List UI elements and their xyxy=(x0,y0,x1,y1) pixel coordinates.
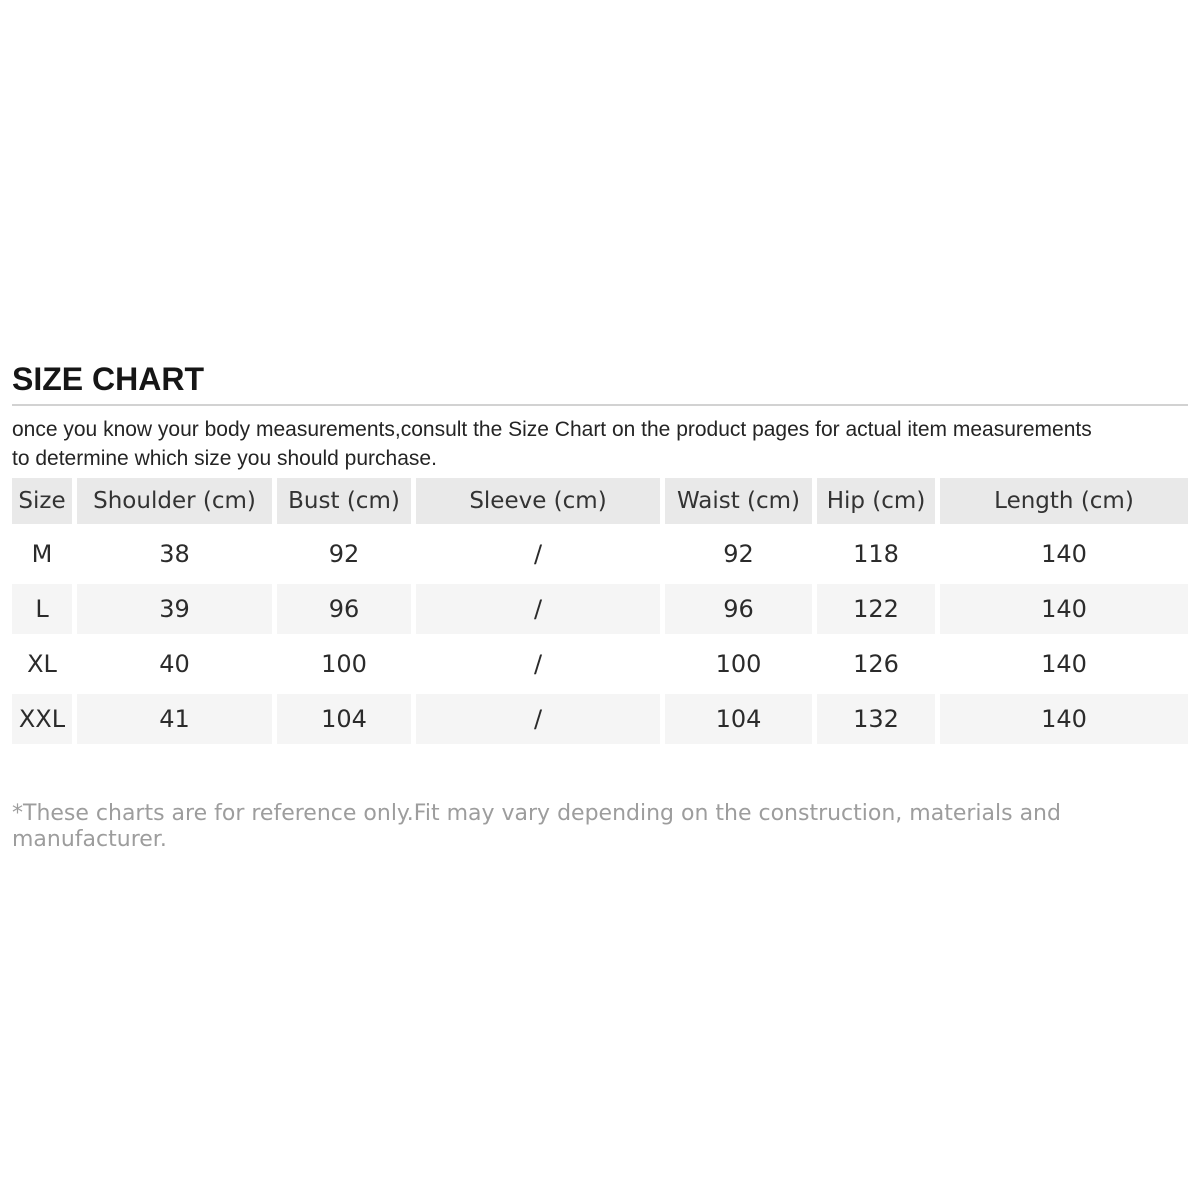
table-row-m xyxy=(12,529,1188,579)
value-cell: 96 xyxy=(277,584,411,634)
page-title: SIZE CHART xyxy=(12,361,204,397)
size-table xyxy=(7,473,1193,749)
value-cell: 96 xyxy=(665,584,812,634)
value-cell: 104 xyxy=(665,694,812,744)
value-cell: 118 xyxy=(817,529,935,579)
col-header-bust: Bust (cm) xyxy=(277,478,411,524)
description-line-2: to determine which size you should purchase. xyxy=(12,447,437,470)
footnote-text: *These charts are for reference only.Fit may vary depending on the construction, materials and manufacturer. xyxy=(12,801,1061,852)
value-cell: 132 xyxy=(817,694,935,744)
size-cell: XL xyxy=(12,639,72,689)
value-cell: 39 xyxy=(77,584,272,634)
value-cell: 100 xyxy=(277,639,411,689)
value-cell: 41 xyxy=(77,694,272,744)
col-header-sleeve: Sleeve (cm) xyxy=(416,478,660,524)
value-cell: 104 xyxy=(277,694,411,744)
table-header-row xyxy=(12,478,1188,524)
value-cell: / xyxy=(416,694,660,744)
size-cell: M xyxy=(12,529,72,579)
col-header-waist: Waist (cm) xyxy=(665,478,812,524)
value-cell: 140 xyxy=(940,639,1188,689)
col-header-size: Size xyxy=(12,478,72,524)
col-header-length: Length (cm) xyxy=(940,478,1188,524)
table-row-xl xyxy=(12,639,1188,689)
value-cell: 126 xyxy=(817,639,935,689)
value-cell: 140 xyxy=(940,584,1188,634)
table-row-l xyxy=(12,584,1188,634)
col-header-hip: Hip (cm) xyxy=(817,478,935,524)
value-cell: 40 xyxy=(77,639,272,689)
size-cell: XXL xyxy=(12,694,72,744)
value-cell: / xyxy=(416,584,660,634)
value-cell: 92 xyxy=(665,529,812,579)
value-cell: / xyxy=(416,639,660,689)
value-cell: 92 xyxy=(277,529,411,579)
value-cell: 140 xyxy=(940,694,1188,744)
description-line-1: once you know your body measurements,consult the Size Chart on the product pages for actual item measurements xyxy=(12,418,1092,441)
value-cell: 100 xyxy=(665,639,812,689)
description-text xyxy=(12,415,1188,473)
value-cell: / xyxy=(416,529,660,579)
col-header-shoulder: Shoulder (cm) xyxy=(77,478,272,524)
value-cell: 122 xyxy=(817,584,935,634)
size-cell: L xyxy=(12,584,72,634)
value-cell: 38 xyxy=(77,529,272,579)
table-row-xxl xyxy=(12,694,1188,744)
title-divider xyxy=(12,404,1188,406)
value-cell: 140 xyxy=(940,529,1188,579)
